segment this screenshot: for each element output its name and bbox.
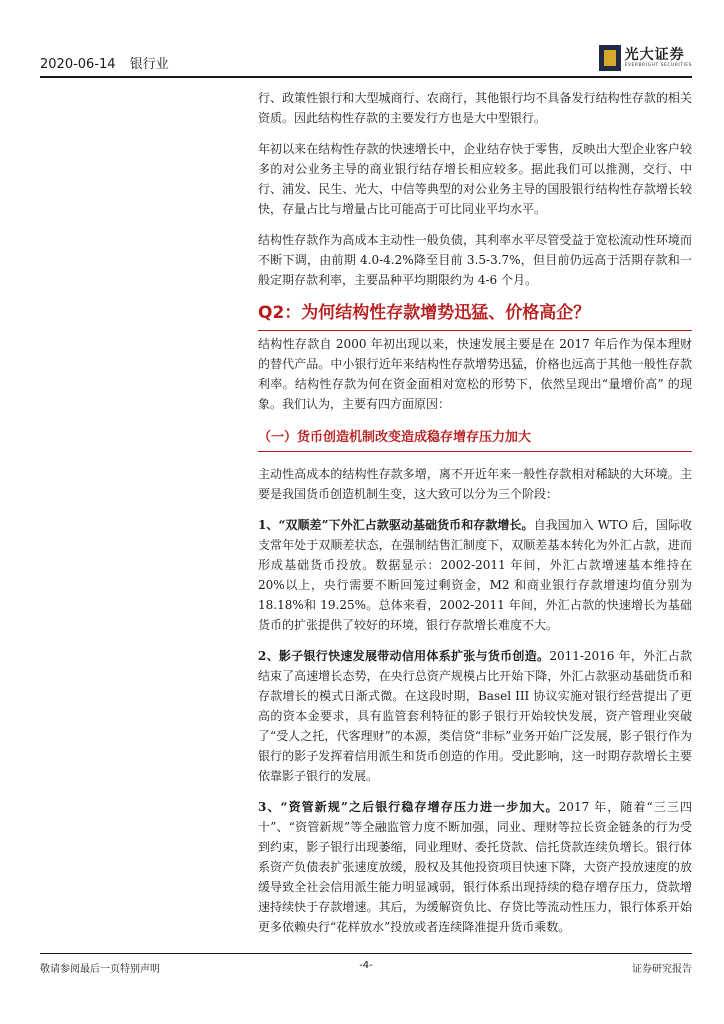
company-logo [599, 44, 692, 72]
section-title-rule [258, 330, 692, 331]
stage-heading: 1、“双顺差”下外汇占款驱动基础货币和存款增长。 [258, 518, 534, 532]
stage-paragraph [258, 515, 692, 635]
page-header [40, 38, 692, 78]
section-heading-block [258, 298, 692, 331]
report-date: 2020-06-14 [40, 57, 116, 72]
intro-paragraph: 年初以来在结构性存款的快速增长中，企业结存快于零售，反映出大型企业客户较多的对公业务主导的商业银行结存增长相应较多。据此我们可以推测，交行、中行、浦发、民生、光大、中信等典型的对公业务主导的国股银行结构性存款增长较快，存量占比与增量占比可能高于可比同业平均水平。 [258, 142, 692, 216]
subsection-intro: 主动性高成本的结构性存款多增，离不开近年来一般性存款相对稀缺的大环境。主要是我国货币创造机制生变，这大致可以分为三个阶段： [258, 467, 692, 501]
stage-heading: 3、“资管新规”之后银行稳存增存压力进一步加大。 [258, 800, 559, 814]
stage-body: 2017 年，随着“三三四十”、“资管新规”等全融监管力度不断加强，同业、理财等拉长资金链条的行为受到约束，影子银行出现萎缩，同业理财、委托贷款、信托贷款连续负增长。银行体系资产负债表扩张速度放缓，股权及其他投资项目快速下降，大资产投放速度的放缓导致全社会信用派生能力明显减弱，银行体系出现持续的稳存增存压力，贷款增速持续快于存款增速。其后，为缓解资负比、存贷比等流动性压力，银行体系开始更多依赖央行“花样放水”投放或者连续降准提升货币乘数。 [258, 800, 692, 934]
section-body [258, 334, 692, 948]
logo-english-name: EVERBRIGHT SECURITIES [624, 62, 692, 68]
section-intro: 结构性存款自 2000 年初出现以来，快速发展主要是在 2017 年后作为保本理财的替代产品。中小银行近年来结构性存款增势迅猛，价格也远高于其他一般性存款利率。结构性存款为何在资金面相对宽松的形势下，依然呈现出“量增价高” 的现象。我们认为，主要有四方面原因： [258, 337, 692, 411]
footer-disclaimer: 敬请参阅最后一页特别声明 [40, 964, 160, 975]
header-meta [40, 53, 179, 72]
stage-paragraph [258, 797, 692, 937]
stage-body: 2011-2016 年，外汇占款结束了高速增长态势，在央行总资产规模占比开始下降，外汇占款驱动基础货币和存款增长的模式日渐式微。在这段时期，Basel III 协议实施对银行经营提出了更高的资本金要求，具有监管套利特征的影子银行开始较快发展，资产管理业突破了“受人之托，代客理财”的本源，类信贷“非标”业务开始广泛发展，影子银行作为银行的影子发挥着信用派生和货币创造的作用。受此影响，这一时期存款增长主要依靠影子银行的发展。 [258, 649, 692, 783]
stage-heading: 2、影子银行快速发展带动信用体系扩张与货币创造。 [258, 649, 550, 663]
intro-paragraph: 结构性存款作为高成本主动性一般负债，其利率水平尽管受益于宽松流动性环境而不断下调，由前期 4.0-4.2%降至目前 3.5-3.7%，但目前仍远高于活期存款和一般定期存款利率，主要品种平均期限约为 4-6 个月。 [258, 233, 692, 287]
footer-report-type: 证券研究报告 [632, 964, 692, 975]
header-divider [40, 76, 692, 78]
stage-body: 自我国加入 WTO 后，国际收支常年处于双顺差状态，在强制结售汇制度下，双顺差基本转化为外汇占款，进而形成基础货币投放。数据显示：2002-2011 年间，外汇占款增速基本维持在 20%以上，央行需要不断回笼过剩资金，M2 和商业银行存款增速均值分别为 18.18%和 19.25%。总体来看，2002-2011 年间，外汇占款的快速增长为基础货币的扩张提供了较好的环境，银行存款增长难度不大。 [258, 518, 693, 632]
logo-chinese-name: 光大证券 [624, 46, 685, 63]
intro-content [258, 88, 692, 301]
logo-mark-icon [599, 45, 621, 71]
section-title: Q2：为何结构性存款增势迅猛、价格高企？ [258, 303, 591, 323]
intro-paragraph: 行、政策性银行和大型城商行、农商行，其他银行均不具备发行结构性存款的相关资质。因此结构性存款的主要发行方也是大中型银行。 [258, 91, 692, 125]
subsection-title: （一）货币创造机制改变造成稳存增存压力加大 [258, 425, 692, 452]
stage-paragraph [258, 646, 692, 786]
page-number: -4- [359, 960, 373, 971]
industry-label: 银行业 [129, 57, 169, 72]
footer-divider [40, 953, 692, 954]
